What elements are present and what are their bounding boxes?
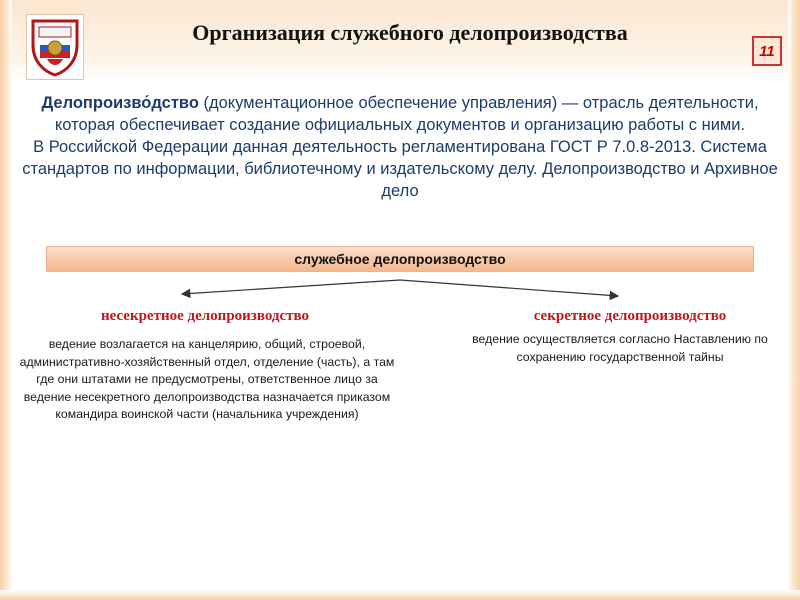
- arrow-left: [182, 280, 400, 294]
- classified-description: ведение осуществляется согласно Наставлению по сохранению государственной тайны: [472, 332, 768, 364]
- unclassified-description: ведение возлагается на канцелярию, общий, строевой, административно-хозяйственный отдел, отделение (часть), а там где они штатами не предусмотрены, ответственное лицо за ведение несекретного делопроизводства назначается приказом командира воинской части (начальника учреждения): [19, 337, 395, 421]
- page-number-badge: 11: [752, 36, 782, 66]
- category-bar: служебное делопроизводство: [46, 246, 754, 272]
- definition-term: Делопроизво́дство: [41, 94, 199, 112]
- definition-text: (документационное обеспечение управления) — отрасль деятельности, которая обеспечивает создание официальных документов и организацию работы с ними.: [54, 94, 759, 134]
- classified-heading: секретное делопроизводство: [533, 308, 727, 324]
- arrow-right: [400, 280, 618, 296]
- regulation-paragraph: В Российской Федерации данная деятельность регламентирована ГОСТ Р 7.0.8-2013. Система стандартов по информации, библиотечному и издательскому делу. Делопроизводство и Архивное дело: [22, 138, 778, 200]
- unclassified-heading: несекретное делопроизводство: [100, 308, 310, 324]
- page-title: Организация служебного делопроизводства: [192, 20, 628, 45]
